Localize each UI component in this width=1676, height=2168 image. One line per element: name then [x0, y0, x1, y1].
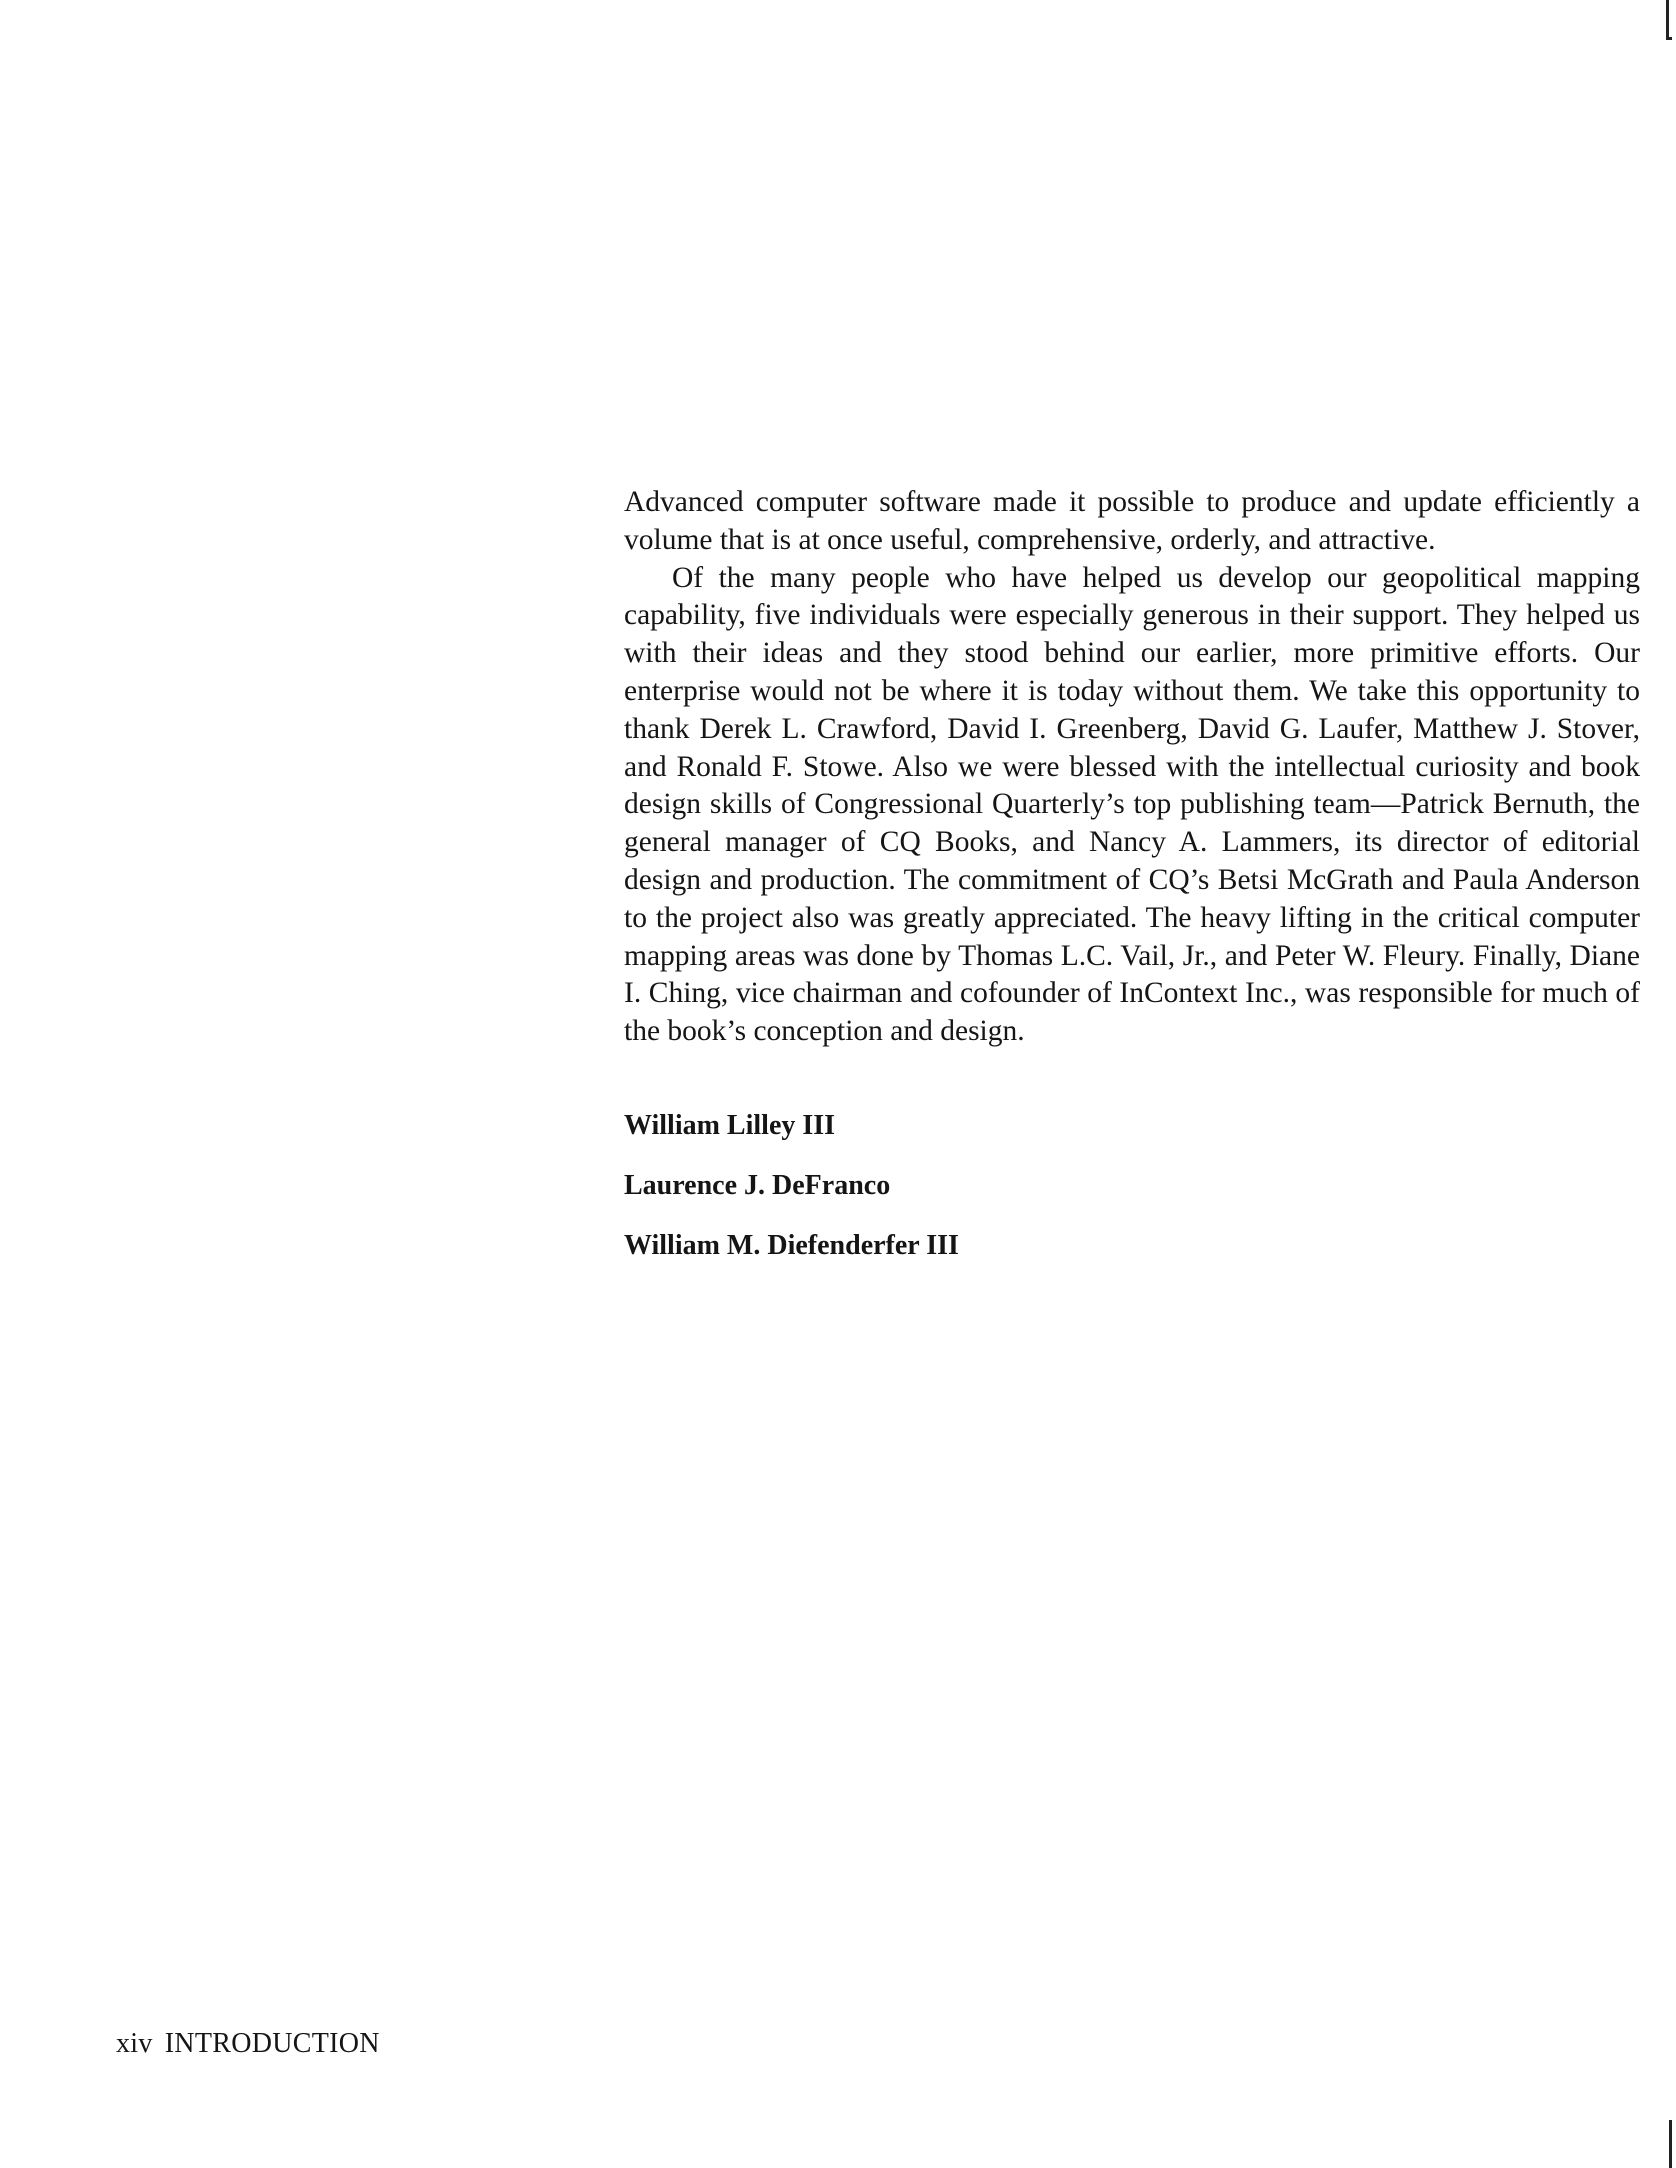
author-name: William Lilley III: [624, 1110, 836, 1141]
crop-mark-bottom: [1666, 2120, 1672, 2168]
author-signatures: [624, 1108, 959, 1288]
section-title: INTRODUCTION: [164, 2028, 380, 2059]
crop-mark-top: [1666, 0, 1672, 40]
introduction-body: [624, 484, 1640, 1051]
page-footer: [116, 2028, 380, 2060]
paragraph-software: Advanced computer software made it possible to produce and update efficiently a volume that is at once useful, comprehensive, orderly, and attractive.: [624, 486, 1640, 556]
author-name: Laurence J. DeFranco: [624, 1170, 891, 1201]
page-number: xiv: [116, 2028, 153, 2059]
author-name: William M. Diefenderfer III: [624, 1230, 959, 1261]
paragraph-acknowledgments: Of the many people who have helped us develop our geopolitical mapping capability, five individuals were especially generous in their support. They helped us with their ideas and they stood behind our earlier, more primitive efforts. Our enterprise would not be where it is today without them. We take this opportunity to thank Derek L. Crawford, David I. Greenberg, David G. Laufer, Matthew J. Stover, and Ronald F. Stowe. Also we were blessed with the intellectual curiosity and book design skills of Congressional Quarterly’s top publishing team—Patrick Bernuth, the general manager of CQ Books, and Nancy A. Lammers, its director of editorial design and production. The commitment of CQ’s Betsi McGrath and Paula Anderson to the project also was greatly appreciated. The heavy lifting in the critical computer mapping areas was done by Thomas L.C. Vail, Jr., and Peter W. Fleury. Finally, Diane I. Ching, vice chairman and cofounder of InContext Inc., was responsible for much of the book’s conception and design.: [624, 561, 1640, 1048]
